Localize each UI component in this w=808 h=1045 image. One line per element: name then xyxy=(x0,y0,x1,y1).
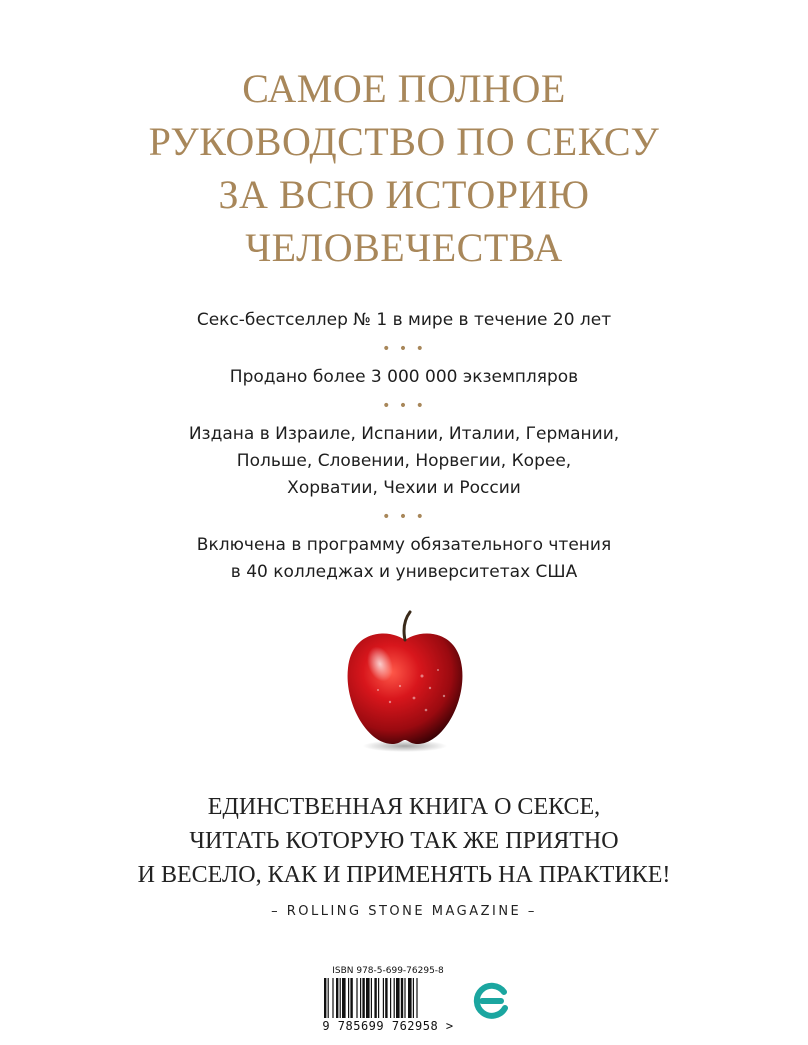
separator-dots: • • • xyxy=(382,341,426,357)
barcode-bar xyxy=(362,978,364,1018)
quote-attribution: – ROLLING STONE MAGAZINE – xyxy=(271,904,537,919)
barcode-bar xyxy=(383,978,384,1018)
fact-line: Хорватии, Чехии и России xyxy=(287,478,521,498)
barcode-bar xyxy=(360,978,361,1018)
headline-line: РУКОВОДСТВО ПО СЕКСУ xyxy=(148,119,660,164)
quote-line: ЧИТАТЬ КОТОРУЮ ТАК ЖЕ ПРИЯТНО xyxy=(189,828,619,854)
barcode-bar xyxy=(408,978,412,1018)
headline xyxy=(0,62,808,274)
fact-line: Секс-бестселлер № 1 в мире в течение 20 лет xyxy=(196,310,612,330)
barcode-bar xyxy=(371,978,372,1018)
fact-line: Издана в Израиле, Испании, Италии, Германии, xyxy=(188,424,620,444)
fact-item xyxy=(0,307,808,334)
apple-image xyxy=(330,606,480,756)
separator-dots: • • • xyxy=(382,398,426,414)
barcode-bar xyxy=(390,978,391,1018)
barcode-bar xyxy=(332,978,333,1018)
quote-line: И ВЕСЕЛО, КАК И ПРИМЕНЯТЬ НА ПРАКТИКЕ! xyxy=(137,862,671,888)
barcode-bar xyxy=(350,978,352,1018)
barcode-bar xyxy=(356,978,357,1018)
barcode-bar xyxy=(385,978,387,1018)
barcode-bar xyxy=(342,978,346,1018)
headline-line: САМОЕ ПОЛНОЕ xyxy=(242,66,566,111)
fact-item xyxy=(0,364,808,391)
barcode-bar xyxy=(340,978,341,1018)
fact-line: Включена в программу обязательного чтения xyxy=(196,535,612,555)
barcode-bar xyxy=(378,978,379,1018)
headline-line: ЗА ВСЮ ИСТОРИЮ xyxy=(218,172,590,217)
barcode-bars xyxy=(318,978,458,1022)
quote-line: ЕДИНСТВЕННАЯ КНИГА О СЕКСЕ, xyxy=(207,794,601,820)
fact-line: Продано более 3 000 000 экземпляров xyxy=(229,367,579,387)
barcode-digits: 9 785699 762958 > xyxy=(322,1019,454,1033)
barcode-bar xyxy=(366,978,370,1018)
barcode-bar xyxy=(394,978,395,1018)
barcode-bar xyxy=(336,978,338,1018)
barcode-bar xyxy=(396,978,400,1018)
fact-item xyxy=(0,532,808,586)
barcode-bar xyxy=(413,978,414,1018)
fact-item xyxy=(0,421,808,502)
publisher-logo-icon xyxy=(470,980,512,1022)
facts-list xyxy=(0,307,808,586)
barcode-bar xyxy=(324,978,326,1018)
barcode-bar xyxy=(374,978,376,1018)
barcode-bar xyxy=(416,978,417,1018)
fact-line: Польше, Словении, Норвегии, Корее, xyxy=(236,451,572,471)
barcode-bar xyxy=(348,978,349,1018)
headline-line: ЧЕЛОВЕЧЕСТВА xyxy=(245,225,563,270)
separator-dots: • • • xyxy=(382,509,426,525)
barcode-bar xyxy=(328,978,329,1018)
quote xyxy=(0,790,808,892)
fact-line: в 40 колледжах и университетах США xyxy=(230,562,578,582)
barcode-bar xyxy=(404,978,405,1018)
barcode-bar xyxy=(401,978,403,1018)
isbn-label: ISBN 978-5-699-76295-8 xyxy=(332,966,444,976)
barcode xyxy=(318,966,458,1038)
